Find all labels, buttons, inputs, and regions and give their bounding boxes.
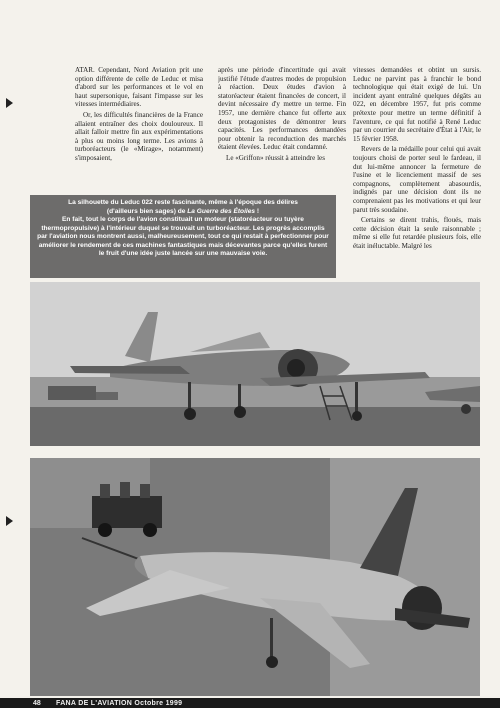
caption-text: (d'ailleurs bien sages) de (106, 207, 188, 215)
photo-caption (30, 195, 336, 278)
text-column-3 (353, 66, 481, 306)
text-column-1 (75, 66, 203, 172)
paragraph: Revers de la médaille pour celui qui avait toujours choisi de porter seul le fardeau, il dut lui-même annoncer la fermeture de l'usine et le licenciement massif de ses compagnons, complètement abasourdis, indignés par une décision dont ils ne comprenaient pas les motivations et qui leur parut très soudaine. (353, 145, 481, 214)
caption-line (36, 208, 330, 217)
paragraph: après une période d'incertitude qui avait justifié l'étude d'autres modes de propulsion à réaction. Deux études d'avion à statoréacteur étaient financées de concert, il devint nécessaire d'y mettre un terme. Fin 1957, une dernière chance fut offerte aux deux protagonistes de démontrer leurs capacités. Les performances demandées pour obtenir la reconduction des marchés étaient élevées. Leduc était condamné. (218, 66, 346, 152)
side-arrow-icon (6, 98, 13, 108)
caption-body: En fait, tout le corps de l'avion constituait un moteur (statoréacteur ou tuyère thermopropulsive) à l'intérieur duquel se trouvait un turboréacteur. Les progrès accomplis par l'aviation nous montrent aussi, malheureusement, tout ce qui restait à perfectionner pour améliorer le rendement de ces machines fantastiques mais décevantes parce qu'elles furent le fruit d'une idée juste lancée sur une mauvaise voie. (37, 216, 329, 257)
paragraph: Certains se dirent trahis, floués, mais cette décision était la seule raisonnable ; même si elle fut retardée plusieurs fois, elle était inéluctable. Malgré les (353, 216, 481, 250)
photo-leduc-022-towed (30, 458, 480, 696)
caption-text: ! (255, 207, 260, 215)
paragraph: Or, les difficultés financières de la France allaient entraîner des choix douloureux. Il allait falloir mettre fin aux expérimentations à plus ou moins long terme. Les avions à turboréacteurs (le «Mirage», notamment) s'imposaient, (75, 110, 203, 162)
paragraph: ATAR. Cependant, Nord Aviation prit une option différente de celle de Leduc et misa d'abord sur les performances et le vol en haut supersonique, faisant l'impasse sur les vitesses intermédiaires. (75, 66, 203, 109)
text-column-2 (218, 66, 346, 182)
paragraph: vitesses demandées et obtint un sursis. Leduc ne parvint pas à franchir le bond technologique qui était exigé de lui. Un incident ayant entraîné quelques dégâts au 022, en décembre 1957, fut pris comme prétexte pour mettre un terme définitif à l'aventure, ce qui fut notifié à René Leduc par un courrier du secrétaire d'État à l'Air, le 15 février 1958. (353, 66, 481, 143)
caption-film-title: La Guerre des Étoiles (187, 207, 256, 215)
page-number: 48 (33, 700, 41, 707)
caption-line: La silhouette du Leduc 022 reste fascinante, même à l'époque des délires (68, 199, 298, 206)
side-arrow-icon (6, 516, 13, 526)
aircraft-photo-illustration (30, 458, 480, 696)
paragraph: Le «Griffon» réussit à atteindre les (226, 153, 325, 162)
photo-leduc-022-tarmac (30, 282, 480, 446)
magazine-credit: FANA DE L'AVIATION Octobre 1999 (56, 700, 183, 707)
aircraft-photo-illustration (30, 282, 480, 446)
